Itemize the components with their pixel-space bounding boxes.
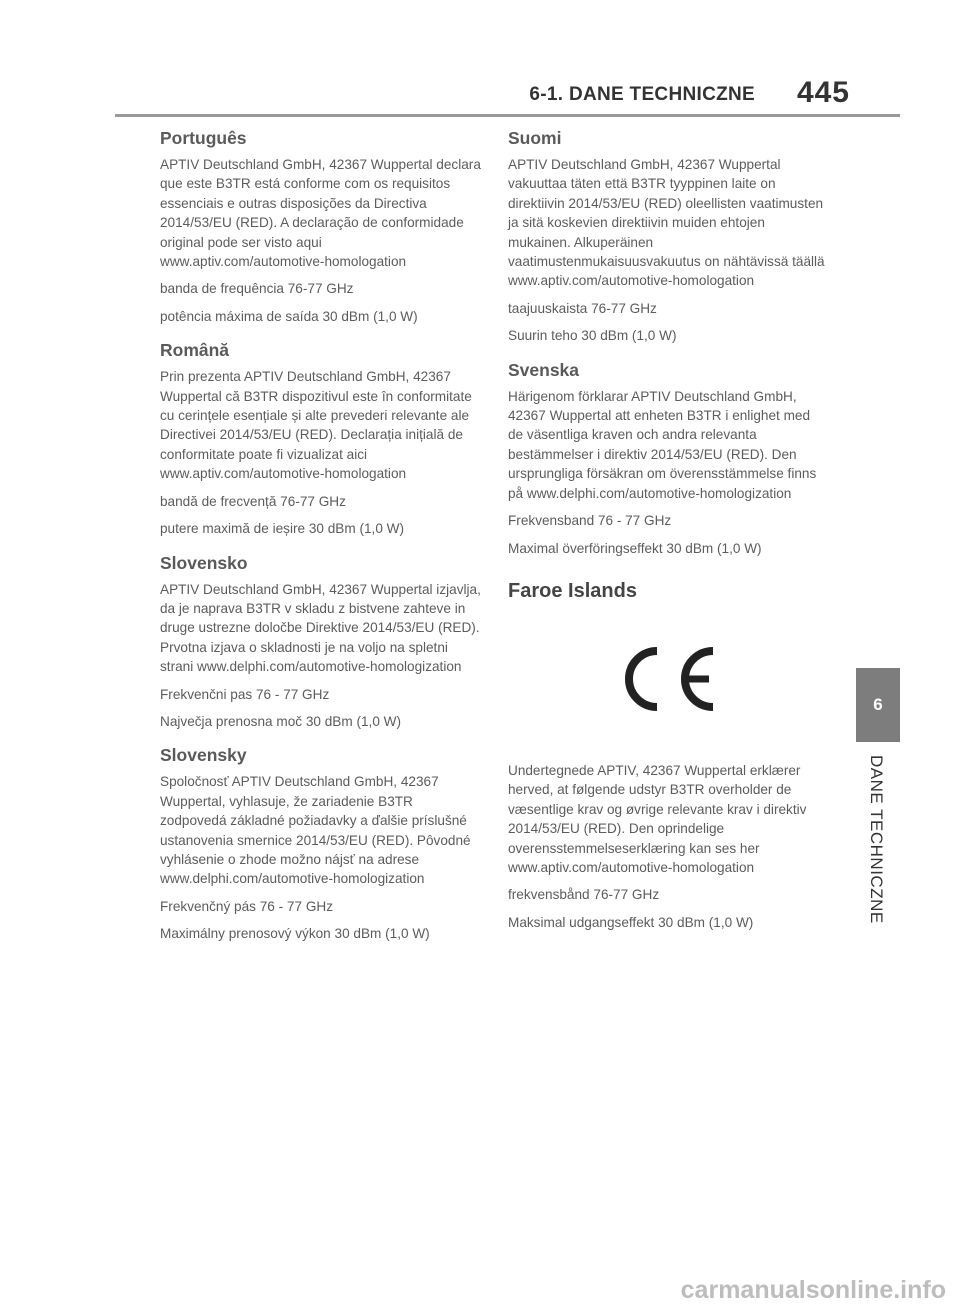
chapter-tab-label: DANE TECHNICZNE <box>867 755 886 924</box>
chapter-tab[interactable]: 6 <box>856 668 900 742</box>
lang-block-romana <box>160 340 482 538</box>
declaration-text: APTIV Deutschland GmbH, 42367 Wuppertal izjavlja, da je naprava B3TR v skladu z bistvene zahteve in druge ustrezne določbe Direktive 2014/53/EU (RED). Prvotna izjava o skladnosti je na voljo na spletni strani www.delphi.com/automotive-homologization <box>160 581 481 675</box>
lang-heading: Slovensky <box>160 745 247 766</box>
frequency-band: Frekvensband 76 - 77 GHz <box>508 513 672 529</box>
max-power: Največja prenosna moč 30 dBm (1,0 W) <box>160 713 402 729</box>
lang-heading: Slovensko <box>160 552 248 573</box>
declaration-text: APTIV Deutschland GmbH, 42367 Wuppertal declara que este B3TR está conforme com os requisitos essenciais e outras disposições da Directiva 2014/53/EU (RED). A declaração de conformidade original pode ser visto aqui www.aptiv.com/automotive-homologation <box>160 157 481 270</box>
ce-mark-icon <box>613 643 721 715</box>
frequency-band: taajuuskaista 76-77 GHz <box>508 300 657 316</box>
faroe-heading: Faroe Islands <box>508 579 637 602</box>
watermark: carmanualsonline.info <box>680 1276 946 1304</box>
lang-block-slovensko <box>160 553 482 732</box>
frequency-band: frekvensbånd 76-77 GHz <box>508 887 660 903</box>
max-power: putere maximă de ieșire 30 dBm (1,0 W) <box>160 521 405 537</box>
lang-block-suomi <box>508 128 826 346</box>
max-power: Suurin teho 30 dBm (1,0 W) <box>508 328 677 344</box>
lang-heading: Português <box>160 128 247 148</box>
lang-block-slovensky <box>160 745 482 943</box>
section-title: 6-1. DANE TECHNICZNE <box>529 84 755 105</box>
lang-block-portugues <box>160 128 482 326</box>
frequency-band: bandă de frecvență 76-77 GHz <box>160 493 346 509</box>
max-power: potência máxima de saída 30 dBm (1,0 W) <box>160 308 418 324</box>
max-power: Maximal överföringseffekt 30 dBm (1,0 W) <box>508 540 762 556</box>
declaration-text: APTIV Deutschland GmbH, 42367 Wuppertal vakuuttaa täten että B3TR tyyppinen laite on direktiivin 2014/53/EU (RED) oleellisten vaatimusten ja sitä koskevien direktiivin muiden ehtojen mukainen. Alkuperäinen vaatimustenmukaisuusvakuutus on nähtävissä täällä www.aptiv.com/automotive-homologation <box>508 157 825 289</box>
lang-heading: Română <box>160 340 230 361</box>
right-column <box>508 128 826 946</box>
frequency-band: Frekvenčni pas 76 - 77 GHz <box>160 686 330 702</box>
page-header <box>115 78 900 117</box>
left-column <box>160 128 482 958</box>
frequency-band: Frekvenčný pás 76 - 77 GHz <box>160 898 334 914</box>
frequency-band: banda de frequência 76-77 GHz <box>160 281 354 297</box>
lang-heading: Suomi <box>508 128 562 148</box>
declaration-text: Härigenom förklarar APTIV Deutschland GmbH, 42367 Wuppertal att enheten B3TR i enlighet med de väsentliga kraven och andra relevanta bestämmelser i direktiv 2014/53/EU (RED). Den ursprungliga försäkran om överensstämmelse finns på www.delphi.com/automotive-homologization <box>508 388 817 501</box>
declaration-text: Spoločnosť APTIV Deutschland GmbH, 42367 Wuppertal, vyhlasuje, že zariadenie B3TR zodpovedá základné požiadavky a ďalšie príslušné ustanovenia smernice 2014/53/EU (RED). Pôvodné vyhlásenie o zhode možno nájsť na adrese www.delphi.com/automotive-homologization <box>160 774 471 887</box>
declaration-text: Undertegnede APTIV, 42367 Wuppertal erklærer herved, at følgende udstyr B3TR overholder de væsentlige krav og øvrige relevante krav i direktiv 2014/53/EU (RED). Den oprindelige overensstemmelseserklæring kan ses her www.aptiv.com/automotive-homologation <box>508 762 807 875</box>
max-power: Maximálny prenosový výkon 30 dBm (1,0 W) <box>160 926 430 942</box>
lang-block-svenska <box>508 360 826 558</box>
faroe-islands-block <box>508 580 826 932</box>
lang-heading: Svenska <box>508 359 580 380</box>
page-number: 445 <box>796 76 850 109</box>
declaration-text: Prin prezenta APTIV Deutschland GmbH, 42367 Wuppertal că B3TR dispozitivul este în conformitate cu cerințele esențiale și alte prevederi relevante ale Directivei 2014/53/EU (RED). Declarația inițială de conformitate poate fi vizualizat aici www.aptiv.com/automotive-homologation <box>160 369 472 482</box>
max-power: Maksimal udgangseffekt 30 dBm (1,0 W) <box>508 914 754 930</box>
